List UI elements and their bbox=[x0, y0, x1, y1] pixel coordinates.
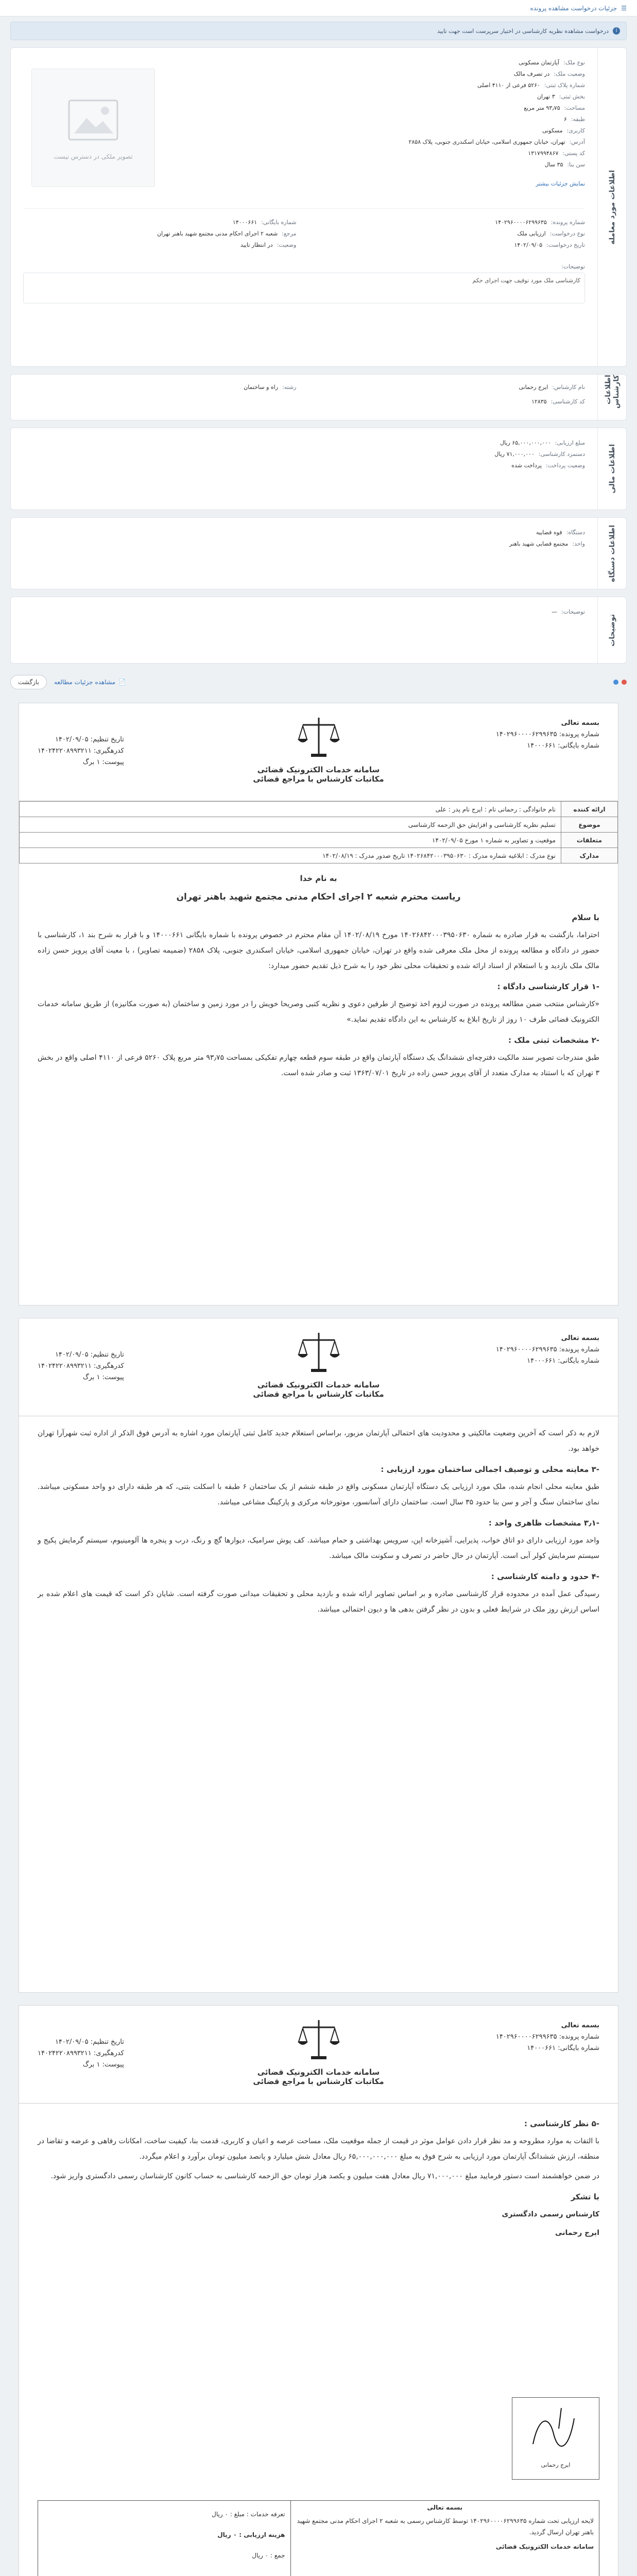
footer-cell-notice: بسمه تعالی لایحه ارزیابی تحت شماره ۱۴۰۲۹۶۰۰۰۰۶۲۹۹۶۳۵ توسط کارشناس رسمی به شعبه ۲ اجرای احکام مدنی مجتمع شهید باهنر تهران ارسال گردید. سامانه خدمات الکترونیک قضائی bbox=[290, 2501, 599, 2576]
back-button[interactable]: بازگشت bbox=[10, 675, 47, 689]
doc-body: -۵ نظر کارشناسی : با التفات به موارد مطروحه و مد نظر قرار دادن عوامل موثر در قیمت از جمله موقعیت ملک، مساحت عرصه و اعیان و کاربری، قدمت بنا، کیفیت ساخت، امکانات رفاهی و عرضه و تقاضا در منطقه، ارزش ششدانگ آپارتمان مورد ارزیابی به شرح فوق به مبلغ ۶۵,۰۰۰,۰۰۰,۰۰۰ ریال معادل شش میلیارد و پانصد میلیون تومان برآورد و اعلام میگردد. در ضمن خواهشمند است دستور فرمایید مبلغ ۷۱,۰۰۰,۰۰۰ ریال معادل هفت میلیون و یکصد هزار تومان حق الزحمه کارشناسی به حساب کانون کارشناسان رسمی دادگستری واریز شود. با تشکر کارشناس رسمی دادگستری ایرج رحمانی bbox=[19, 2104, 618, 2248]
notes-textarea[interactable]: کارشناسی ملک مورد توقیف جهت اجرای حکم bbox=[23, 273, 585, 303]
detail-row: نوع ملک: آپارتمان مسکونی bbox=[519, 59, 585, 66]
info-alert bbox=[10, 22, 627, 40]
org-panel-label: اطلاعات دستگاه bbox=[597, 518, 626, 589]
detail-row: بخش ثبتی: ۳ تهران bbox=[537, 93, 585, 100]
org-row: واحد: مجتمع قضایی شهید باهنر bbox=[509, 540, 585, 547]
scales-of-justice-icon bbox=[296, 1329, 342, 1375]
doc-header-right: بسمه تعالی شماره پرونده: ۱۴۰۲۹۶۰۰۰۰۶۲۹۹۶۳۵ شماره بایگانی: ۱۴۰۰۰۶۶۱ bbox=[495, 719, 599, 750]
signer-name: ایرج رحمانی bbox=[555, 2229, 599, 2237]
handwritten-signature bbox=[512, 2398, 599, 2460]
judiciary-emblem: سامانه خدمات الکترونیک قضائی مکاتبات کارشناس با مراجع قضائی bbox=[236, 2016, 401, 2086]
grid-row: مرجع: شعبه ۲ اجرای احکام مدنی مجتمع شهید باهنر تهران bbox=[157, 230, 297, 237]
judiciary-emblem: سامانه خدمات الکترونیک قضائی مکاتبات کارشناس با مراجع قضائی bbox=[236, 1329, 401, 1399]
doc-header-right: بسمه تعالی شماره پرونده: ۱۴۰۲۹۶۰۰۰۰۶۲۹۹۶۳۵ شماره بایگانی: ۱۴۰۰۰۶۶۱ bbox=[495, 1334, 599, 1365]
breadcrumb-icon: ☰ bbox=[621, 4, 627, 12]
alert-text: درخواست مشاهده نظریه کارشناسی در اختیار سرپرست است جهت تایید bbox=[437, 27, 609, 35]
doc-body: لازم به ذکر است که آخرین وضعیت مالکیتی و محدودیت های احتمالی آپارتمان مزبور، براساس استعلام جدید کامل ثبتی آپارتمان مورد اشاره به آدرس فوق الذکر از اداره ثبت شهرآرا تهران خواهد بود. -۳ معاینه محلی و توصیف اجمالی ساختمان مورد ارزیابی : طبق معاینه محلی انجام شده، ملک مورد ارزیابی یک دستگاه آپارتمان مسکونی واقع در طبقه ششم از یک ساختمان ۶ طبقه با اسکلت بتنی، که هر طبقه دارای دو واحد مسکونی میباشد. نمای ساختمان سنگ و آجر و سن بنا حدود ۳۵ سال است. ساختمان دارای آسانسور، موتورخانه مرکزی و پارکینگ مشاعی میباشد. -۳٫۱ مشخصات ظاهری واحد : واحد مورد ارزیابی دارای دو اتاق خواب، پذیرایی، آشپزخانه اپن، سرویس بهداشتی و حمام میباشد. کف پوش سرامیک، دیوارها گچ و رنگ، درب و پنجره ها آلومینیوم، سیستم گرمایش پکیج و سیستم سرمایش کولر آبی است. آپارتمان در حال حاضر در تصرف و سکونت مالک میباشد. -۴ حدود و دامنه کارشناسی : رسیدگی عمل آمده در محدوده قرار کارشناسی صادره و بر اساس تصاویر ارائه شده و بازدید محلی و تحقیقات میدانی صورت گرفته است. شایان ذکر است که قیمت های اعلام شده بر اساس ارزش روز ملک در شرایط فعلی و بدون در نظر گرفتن بدهی ها و دیون احتمالی میباشد. bbox=[38, 1429, 599, 1614]
image-placeholder-icon bbox=[65, 95, 122, 147]
notes-row: توضیحات: — bbox=[552, 608, 585, 615]
grid-row: شماره پرونده: ۱۴۰۲۹۶۰۰۰۰۶۲۹۹۶۳۵ bbox=[495, 219, 585, 226]
doc-header bbox=[19, 703, 618, 801]
financial-row: مبلغ ارزیابی: ۶۵,۰۰۰,۰۰۰,۰۰۰ ریال bbox=[500, 439, 585, 446]
print-button[interactable]: 📄 مشاهده جزئیات مطالعه bbox=[54, 679, 127, 686]
signature-caption: ایرج رحمانی bbox=[541, 2462, 571, 2468]
status-dot bbox=[613, 680, 618, 685]
grid-row: تاریخ درخواست: ۱۴۰۲/۰۹/۰۵ bbox=[514, 242, 585, 248]
expert-panel bbox=[10, 374, 627, 420]
detail-row: شماره پلاک ثبتی: ۵۲۶۰ فرعی از ۴۱۱۰ اصلی bbox=[477, 82, 585, 89]
expert-row: نام کارشناس: ایرج رحمانی bbox=[519, 384, 585, 391]
notes-panel-label: توضیحات bbox=[597, 597, 626, 663]
doc-header-left: تاریخ تنظیم: ۱۴۰۲/۰۹/۰۵ کدرهگیری: ۱۴۰۲۴۲۲۰۸۹۹۳۲۱۱ پیوست: ۱ برگ bbox=[38, 2038, 124, 2069]
notes-panel bbox=[10, 597, 627, 664]
info-icon: i bbox=[613, 27, 620, 35]
doc-footer-table bbox=[38, 2500, 599, 2576]
property-details bbox=[297, 57, 585, 188]
page-title: جزئیات درخواست مشاهده پرونده bbox=[530, 4, 617, 12]
financial-row: دستمزد کارشناسی: ۷۱,۰۰۰,۰۰۰ ریال bbox=[494, 451, 585, 457]
scales-of-justice-icon bbox=[296, 714, 342, 760]
financial-panel-label: اطلاعات مالی bbox=[597, 428, 626, 510]
property-image-placeholder bbox=[31, 69, 155, 187]
status-dots bbox=[613, 680, 627, 685]
status-dot bbox=[622, 680, 627, 685]
notes-field bbox=[23, 261, 585, 303]
grid-row: وضعیت: در انتظار تایید bbox=[240, 242, 297, 248]
request-panel-label: اطلاعات مورد معامله bbox=[597, 48, 626, 366]
grid-row: شماره بایگانی: ۱۴۰۰۰۶۶۱ bbox=[232, 219, 297, 226]
document-page-1 bbox=[19, 703, 618, 1306]
detail-row: آدرس: تهران، خیابان جمهوری اسلامی، خیابان اسکندری جنوبی، پلاک ۲۸۵۸ bbox=[408, 139, 585, 145]
detail-row: سن بنا: ۳۵ سال bbox=[544, 161, 585, 168]
top-bar bbox=[0, 0, 637, 16]
request-grid bbox=[23, 208, 585, 251]
document-icon: 📄 bbox=[118, 679, 127, 686]
detail-row: طبقه: ۶ bbox=[563, 116, 585, 123]
document-page-3 bbox=[19, 2005, 618, 2576]
image-placeholder-caption: تصویر ملکی در دسترس نیست bbox=[54, 153, 133, 160]
doc-body: به نام خدا ریاست محترم شعبه ۲ اجرای احکام مدنی مجتمع شهید باهنر تهران با سلام احتراما، بازگشت به قرار صادره به شماره ۱۴۰۲۶۸۴۲۰۰۰۳۹۵۰۶۳۰ مورخ ۱۴۰۲/۰۸/۱۹ آن مقام محترم در خصوص پرونده با شماره بایگانی ۱۴۰۰۰۶۶۱ و با قرار به شرح بند ۱، کارشناسی با حضور در دادگاه و مطالعه پرونده از محل ملک معرفی شده واقع در تهران، خیابان جمهوری اسلامی، خیابان اسکندری جنوبی، پلاک ۲۸۵۸ (ضمیمه تصاویر) ، با معیت آقای پرویز حسن زاده مالک ملک بازدید و با استعلام از اسناد ارائه شده و تحقیقات محلی نظر خود را به شرح ذیل تقدیم حضور میدارد: -۱ قرار کارشناسی دادگاه : «کارشناس منتخب ضمن مطالعه پرونده در صورت لزوم اخذ توضیح از طرفین دعوی و نظریه کتبی وصریحا خویش را در مورد زمین و ساختمان (به صورت مکانیزه) از طریق سامانه خدمات الکترونیک قضائی طرف ۱۰ روز از تاریخ ابلاغ به کارشناس به این دادگاه تقدیم نماید.» -۲ مشخصات ثبتی ملک : طبق مندرجات تصویر سند مالکیت دفترچه‌ای ششدانگ یک دستگاه آپارتمان واقع در طبقه سوم قطعه چهارم تفکیکی بمساحت ۹۳٫۷۵ متر مربع پلاک ۵۲۶۰ فرعی از ۴۱۱۰ اصلی واقع در بخش ۳ تهران که با استناد به مدارک متعدد از آقای پرویز حسن زاده در تاریخ ۱۳۶۳/۰۷/۰۱ ثبت و صادر شده است. bbox=[38, 874, 599, 1077]
doc-header bbox=[19, 1318, 618, 1416]
doc-header bbox=[19, 2006, 618, 2104]
detail-row: وضعیت ملک: در تصرف مالک bbox=[513, 71, 585, 77]
financial-row: وضعیت پرداخت: پرداخت شده bbox=[511, 462, 585, 469]
org-panel bbox=[10, 517, 627, 589]
request-panel bbox=[10, 47, 627, 367]
expert-panel-label: اطلاعات کارشناس bbox=[597, 375, 626, 420]
judiciary-emblem: سامانه خدمات الکترونیک قضائی مکاتبات کارشناس با مراجع قضائی bbox=[236, 714, 401, 784]
org-row: دستگاه: قوه قضاییه bbox=[536, 529, 585, 536]
footer-cell-fees: تعرفه خدمات : مبلغ : ۰ ریال هزینه ارزیابی : ۰ ریال جمع : ۰ ریال bbox=[38, 2501, 291, 2576]
financial-panel bbox=[10, 428, 627, 510]
action-bar bbox=[10, 672, 627, 692]
detail-row: کاربری: مسکونی bbox=[542, 127, 585, 134]
expert-row: کد کارشناسی: ۱۲۸۳۵ bbox=[531, 398, 585, 405]
doc-header-right: بسمه تعالی شماره پرونده: ۱۴۰۲۹۶۰۰۰۰۶۲۹۹۶۳۵ شماره بایگانی: ۱۴۰۰۰۶۶۱ bbox=[495, 2022, 599, 2052]
document-page-2 bbox=[19, 1318, 618, 1993]
doc-header-left: تاریخ تنظیم: ۱۴۰۲/۰۹/۰۵ کدرهگیری: ۱۴۰۲۴۲۲۰۸۹۹۳۲۱۱ پیوست: ۱ برگ bbox=[38, 1351, 124, 1381]
detail-row: مساحت: ۹۳٫۷۵ متر مربع bbox=[524, 105, 585, 111]
doc-meta-table: ارائه کننده نام خانوادگی : رحمانی نام : ایرج نام پدر : علی موضوع تسلیم نظریه کارشناسی و افزایش حق الزحمه کارشناسی متعلقات موقعیت و تصاویر به شماره ۱ مورخ ۱۴۰۲/۰۹/۰۵ مدارک نوع مدرک : ابلاغیه شماره مدرک : ۱۴۰۲۶۸۴۲۰۰۰۳۹۵۰۶۳۰ تاریخ صدور مدرک : ۱۴۰۲/۰۸/۱۹ bbox=[19, 801, 618, 863]
scales-of-justice-icon bbox=[296, 2016, 342, 2062]
notes-label: توضیحات: bbox=[561, 263, 585, 270]
signer-title: کارشناس رسمی دادگستری bbox=[502, 2210, 599, 2218]
detail-row: کد پستی: ۱۳۱۷۹۹۴۸۶۷ bbox=[528, 150, 585, 157]
expert-row: رشته: راه و ساختمان bbox=[244, 384, 297, 391]
signature-box bbox=[512, 2397, 599, 2480]
grid-row: نوع درخواست: ارزیابی ملک bbox=[517, 230, 585, 237]
doc-header-left: تاریخ تنظیم: ۱۴۰۲/۰۹/۰۵ کدرهگیری: ۱۴۰۲۴۲۲۰۸۹۹۳۲۱۱ پیوست: ۱ برگ bbox=[38, 736, 124, 766]
more-details-link[interactable]: نمایش جزئیات بیشتر bbox=[536, 180, 585, 187]
